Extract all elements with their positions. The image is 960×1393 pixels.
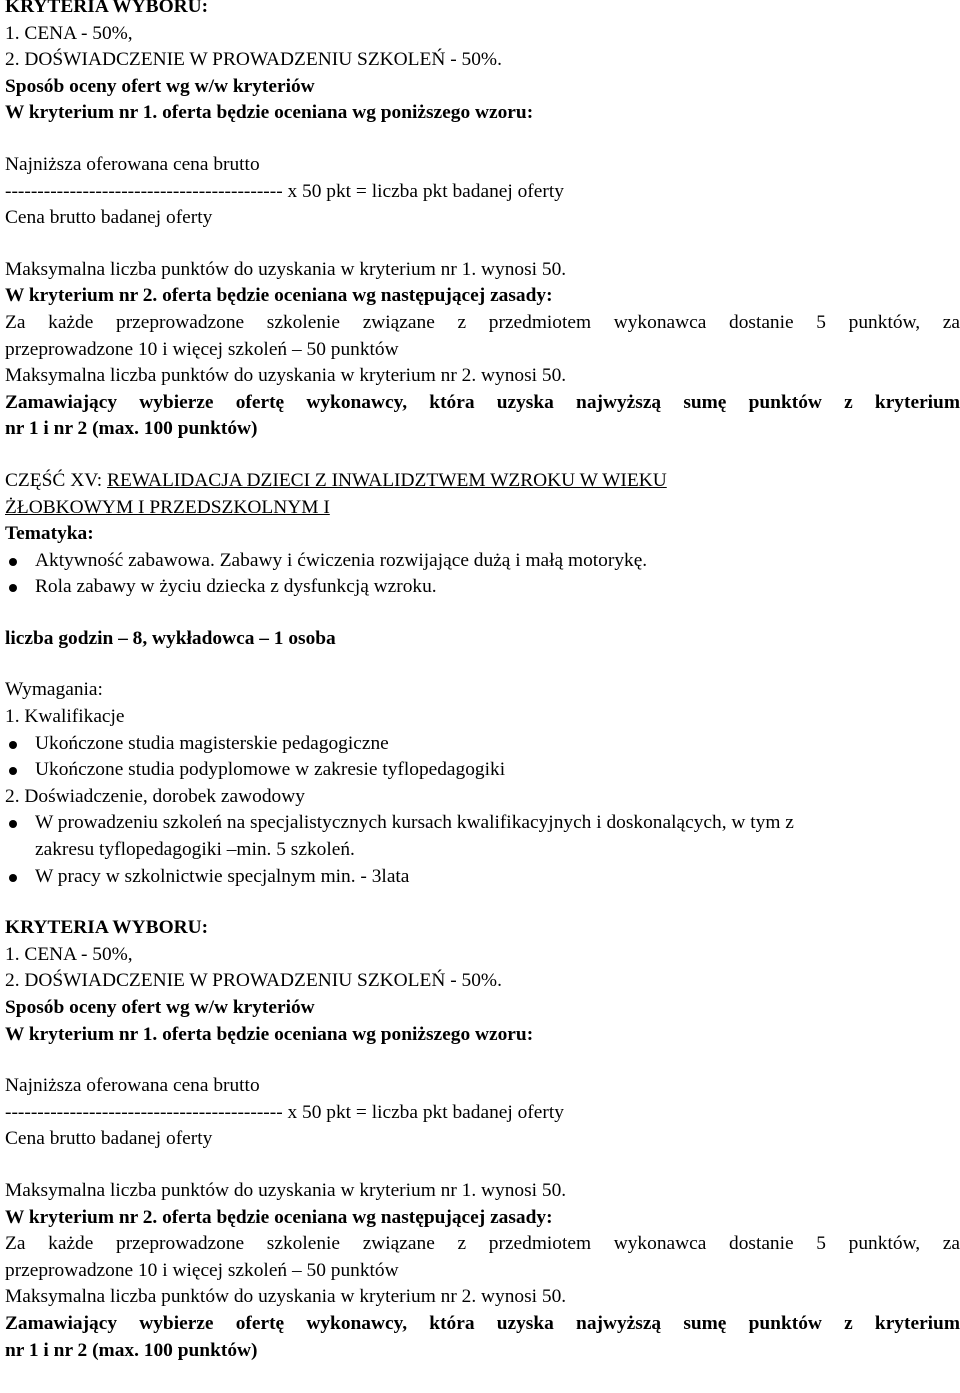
experience-item: W pracy w szkolnictwie specjalnym min. - 3lata [5, 864, 960, 891]
part-prefix: CZĘŚĆ XV: [5, 469, 103, 491]
evaluation-method-heading: Sposób oceny ofert wg w/w kryteriów [5, 997, 315, 1018]
criterion-1-text: oferta będzie oceniana wg poniższego wzoru: [162, 1023, 534, 1045]
criteria-item-price: 1. CENA - 50%, [5, 22, 133, 44]
topic-item: Aktywność zabawowa. Zabawy i ćwiczenia rozwijające dużą i małą motorykę. [5, 548, 960, 575]
criterion-1-max: Maksymalna liczba punktów do uzyskania w kryterium nr 1. wynosi 50. [5, 258, 567, 280]
formula-denominator: Cena brutto badanej oferty [5, 207, 213, 229]
selection-rule-line-2: nr 1 i nr 2 (max. 100 punktów) [5, 1339, 258, 1361]
formula-numerator: Najniższa oferowana cena brutto [5, 153, 260, 175]
part-title-1: REWALIDACJA DZIECI Z INWALIDZTWEM WZROKU W WIEKU [107, 469, 667, 491]
criterion-2-label: W kryterium nr 2. [5, 1206, 158, 1228]
criteria-block-top [5, 0, 960, 443]
criterion-1-heading [5, 100, 960, 127]
experience-item [5, 810, 960, 863]
criterion-2-rule-line-1: Za każde przeprowadzone szkolenie związane z przedmiotem wykonawca dostanie 5 punktów, za [5, 1233, 960, 1255]
criterion-2-max: Maksymalna liczba punktów do uzyskania w kryterium nr 2. wynosi 50. [5, 1286, 567, 1308]
part-title-line-2 [5, 495, 960, 522]
criterion-2-max: Maksymalna liczba punktów do uzyskania w kryterium nr 2. wynosi 50. [5, 365, 567, 387]
criterion-2-label: W kryterium nr 2. [5, 285, 158, 307]
criterion-2-rule-line-1: Za każde przeprowadzone szkolenie związane z przedmiotem wykonawca dostanie 5 punktów, za [5, 311, 960, 333]
selection-rule-line-1: Zamawiający wybierze ofertę wykonawcy, która uzyska najwyższą sumę punktów z kryterium [5, 1312, 960, 1334]
topics-list [5, 548, 960, 601]
criteria-item-experience: 2. DOŚWIADCZENIE W PROWADZENIU SZKOLEŃ - 50%. [5, 970, 502, 992]
criterion-1-label: W kryterium nr 1. [5, 1023, 158, 1045]
kryteria-heading: KRYTERIA WYBORU: [5, 0, 209, 17]
criteria-item-price: 1. CENA - 50%, [5, 943, 133, 965]
selection-rule-line-1: Zamawiający wybierze ofertę wykonawcy, która uzyska najwyższą sumę punktów z kryterium [5, 391, 960, 413]
selection-rule-line-2: nr 1 i nr 2 (max. 100 punktów) [5, 418, 258, 440]
criterion-2-text: oferta będzie oceniana wg następującej zasady: [162, 285, 553, 307]
kryteria-heading: KRYTERIA WYBORU: [5, 917, 209, 939]
part-xv-section [5, 468, 960, 890]
qualification-item: Ukończone studia podyplomowe w zakresie tyflopedagogiki [5, 757, 960, 784]
evaluation-method-heading: Sposób oceny ofert wg w/w kryteriów [5, 75, 315, 97]
criterion-2-heading [5, 1205, 960, 1232]
experience-heading: 2. Doświadczenie, dorobek zawodowy [5, 785, 305, 807]
requirements-heading: Wymagania: [5, 679, 103, 701]
experience-item-line-2: zakresu tyflopedagogiki –min. 5 szkoleń. [35, 839, 355, 861]
experience-list [5, 810, 960, 890]
criterion-1-max: Maksymalna liczba punktów do uzyskania w kryterium nr 1. wynosi 50. [5, 1179, 567, 1201]
tematyka-heading: Tematyka: [5, 523, 94, 545]
criteria-block-bottom [5, 915, 960, 1364]
criterion-2-rule-line-2: przeprowadzone 10 i więcej szkoleń – 50 punktów [5, 338, 399, 360]
part-title-line-1 [5, 468, 960, 495]
criterion-2-heading [5, 283, 960, 310]
topic-item: Rola zabawy w życiu dziecka z dysfunkcją wzroku. [5, 574, 960, 601]
formula-numerator: Najniższa oferowana cena brutto [5, 1075, 260, 1097]
criterion-1-text: oferta będzie oceniana wg poniższego wzoru: [162, 102, 534, 124]
formula-fraction-line: ------------------------------------------- x 50 pkt = liczba pkt badanej oferty [5, 1101, 564, 1123]
criterion-2-text: oferta będzie oceniana wg następującej zasady: [162, 1206, 553, 1228]
formula-fraction-line: ------------------------------------------- x 50 pkt = liczba pkt badanej oferty [5, 180, 564, 202]
hours-info: liczba godzin – 8, wykładowca – 1 osoba [5, 627, 336, 649]
criterion-2-rule-line-2: przeprowadzone 10 i więcej szkoleń – 50 punktów [5, 1259, 399, 1281]
experience-item-line-1: W prowadzeniu szkoleń na specjalistycznych kursach kwalifikacyjnych i doskonalących, w tym z [35, 812, 794, 834]
part-title-2: ŻŁOBKOWYM I PRZEDSZKOLNYM I [5, 496, 330, 518]
criteria-item-experience: 2. DOŚWIADCZENIE W PROWADZENIU SZKOLEŃ - 50%. [5, 49, 502, 71]
criterion-1-label: W kryterium nr 1. [5, 102, 158, 124]
qualifications-list [5, 731, 960, 784]
criterion-1-heading [5, 1022, 960, 1049]
qualification-item: Ukończone studia magisterskie pedagogiczne [5, 731, 960, 758]
formula-denominator: Cena brutto badanej oferty [5, 1128, 213, 1150]
qualifications-heading: 1. Kwalifikacje [5, 706, 125, 728]
document-page [5, 0, 960, 1364]
